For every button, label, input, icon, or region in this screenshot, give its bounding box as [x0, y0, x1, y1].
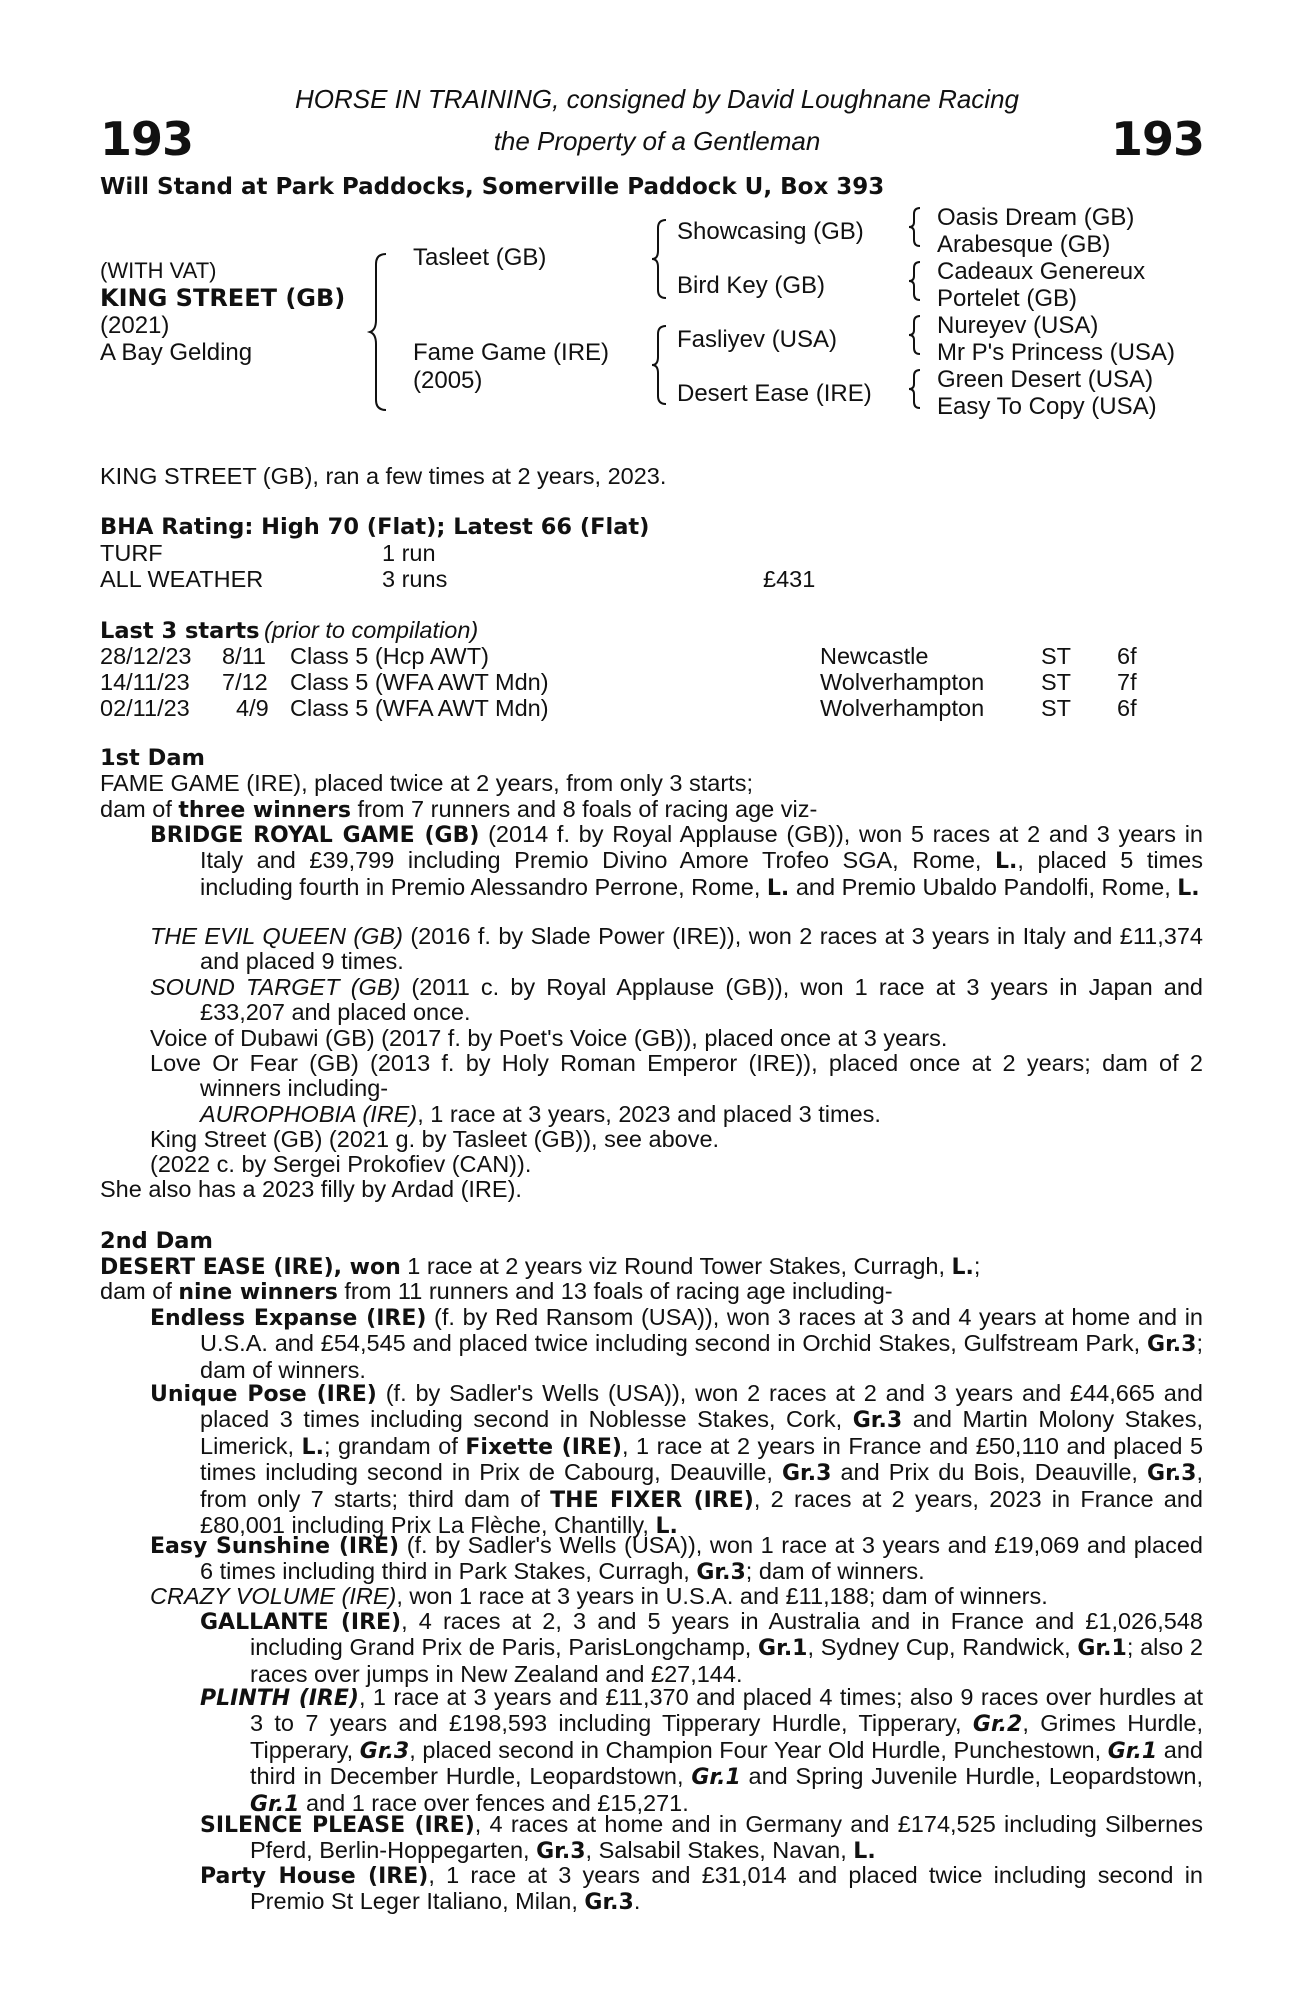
- entry-name: THE EVIL QUEEN (GB): [150, 923, 403, 949]
- entry-text: , 1 race at 3 years and £11,370 and placed 4 times; also 9 races over hurdles at 3 to 7 years and £198,593 including Tipperary Hurdle, Tipperary,: [250, 1684, 1203, 1737]
- start-race: Class 5 (WFA AWT Mdn): [290, 669, 549, 695]
- start-dist: 6f: [1117, 643, 1137, 669]
- entry-text: , 2 races at 2 years, 2023 in France and £80,001 including Prix La Flèche, Chantilly,: [200, 1485, 1203, 1539]
- gg-7: Green Desert (USA): [937, 366, 1154, 393]
- entry-text: and 1 race over fences and £15,271.: [299, 1789, 689, 1816]
- start-course: Wolverhampton: [820, 669, 985, 695]
- first-dam-closing: She also has a 2023 filly by Ardad (IRE).: [100, 1176, 522, 1202]
- entry-name: PLINTH (IRE): [200, 1686, 359, 1711]
- second-dam-grade: L.: [951, 1255, 974, 1280]
- second-dam-entry-4: [150, 1584, 1203, 1609]
- entry-name: Endless Expanse (IRE): [150, 1306, 427, 1331]
- consignor-line: HORSE IN TRAINING, consigned by David Loughnane Racing: [294, 84, 1019, 114]
- entry-grade: L.: [853, 1839, 876, 1865]
- entry-grade: Gr.3: [852, 1408, 903, 1434]
- vat-label: (WITH VAT): [100, 258, 217, 283]
- gg-4: Portelet (GB): [937, 285, 1078, 312]
- second-dam-line1-end: ;: [973, 1253, 981, 1279]
- entry-grade: Gr.2: [972, 1712, 1023, 1738]
- entry-text: ; also 2 races over jumps in New Zealand and £27,144.: [250, 1634, 1203, 1687]
- pedigree-brace-gg4: [908, 368, 924, 412]
- entry-text: , from only 7 starts; third dam of: [200, 1459, 1203, 1512]
- entry-text: ; grandam of: [323, 1432, 466, 1459]
- start-pos: 7/12: [222, 669, 268, 695]
- entry-name: AUROPHOBIA (IRE): [200, 1101, 418, 1127]
- gg-2: Arabesque (GB): [937, 231, 1111, 258]
- rating-surface: TURF: [100, 540, 163, 566]
- entry-text: , placed 5 times including fourth in Premio Alessandro Perrone, Rome,: [200, 847, 1203, 900]
- first-dam-winners: three winners: [178, 798, 351, 823]
- second-dam-entry-3: [150, 1533, 1203, 1586]
- entry-text: ; dam of winners.: [745, 1558, 925, 1585]
- pedigree-brace-gg3: [908, 314, 924, 358]
- race-summary: KING STREET (GB), ran a few times at 2 years, 2023.: [100, 463, 667, 489]
- entry-grade: Gr.3: [536, 1839, 586, 1865]
- start-date: 28/12/23: [100, 643, 192, 669]
- entry-grade: Gr.1: [1107, 1738, 1158, 1764]
- entry-name: Fixette (IRE): [465, 1434, 622, 1460]
- entry-text: and Spring Juvenile Hurdle, Leopardstown,: [740, 1763, 1204, 1790]
- second-dam-entry-8: [200, 1863, 1203, 1916]
- property-line: the Property of a Gentleman: [493, 126, 821, 156]
- entry-name: Unique Pose (IRE): [150, 1382, 377, 1407]
- entry-text: and Prix du Bois, Deauville,: [831, 1459, 1148, 1486]
- dam-sire-name: Fasliyev (USA): [677, 326, 838, 353]
- entry-grade: Gr.1: [758, 1636, 808, 1662]
- entry-text: (f. by Sadler's Wells (USA)), won 1 race at 3 years and £19,069 and placed 6 times including third in Park Stakes, Curragh,: [200, 1532, 1203, 1585]
- entry-name: THE FIXER (IRE): [550, 1487, 754, 1513]
- entry-grade: Gr.3: [1147, 1332, 1197, 1358]
- second-dam-line2-a: dam of: [100, 1278, 179, 1304]
- entry-grade: L.: [766, 875, 790, 901]
- entry-text: , Sydney Cup, Randwick,: [807, 1634, 1078, 1661]
- sire-name: Tasleet (GB): [413, 244, 547, 271]
- gg-8: Easy To Copy (USA): [937, 393, 1157, 420]
- start-pos: 8/11: [222, 643, 266, 669]
- entry-grade: L.: [301, 1434, 324, 1460]
- first-dam-entry-6: [200, 1102, 1203, 1127]
- entry-text: .: [633, 1888, 641, 1915]
- entry-grade: Gr.1: [250, 1791, 300, 1817]
- entry-grade: Gr.3: [696, 1560, 746, 1586]
- second-dam-entry-1: [150, 1305, 1203, 1383]
- rating-runs-turf: 1 run: [382, 540, 436, 566]
- entry-name: Easy Sunshine (IRE): [150, 1534, 400, 1559]
- second-dam-line2-c: from 11 runners and 13 foals of racing age including-: [337, 1278, 893, 1304]
- sire-sire-name: Showcasing (GB): [677, 218, 864, 245]
- entry-name: SILENCE PLEASE (IRE): [200, 1813, 475, 1838]
- pedigree-brace-dam: [652, 324, 672, 406]
- entry-name: GALLANTE (IRE): [200, 1610, 402, 1635]
- second-dam-winners: nine winners: [178, 1280, 338, 1305]
- lot-number-left: 193: [100, 112, 194, 166]
- entry-text: , Grimes Hurdle, Tipperary,: [250, 1710, 1203, 1763]
- rating-row-turf: [100, 540, 163, 567]
- entry-grade: Gr.3: [781, 1461, 832, 1487]
- first-dam-entry-1: [150, 822, 1203, 901]
- entry-text: (2011 c. by Royal Applause (GB)), won 1 race at 3 years in Japan and £33,207 and placed once.: [200, 974, 1203, 1026]
- second-dam-entry-2: [150, 1381, 1203, 1539]
- entry-text: and Premio Ubaldo Pandolfi, Rome,: [789, 873, 1178, 900]
- gg-5: Nureyev (USA): [937, 312, 1099, 339]
- entry-text: (f. by Red Ransom (USA)), won 3 races at 3 and 4 years at home and in U.S.A. and £54,545 and placed twice including second in Orchid Stakes, Gulfstream Park,: [200, 1304, 1203, 1357]
- entry-name: CRAZY VOLUME (IRE): [150, 1583, 397, 1609]
- first-dam-entry-4: [150, 1026, 1203, 1051]
- entry-name: SOUND TARGET (GB): [150, 974, 401, 1000]
- entry-text: and third in December Hurdle, Leopardstown,: [250, 1736, 1204, 1790]
- second-dam-line1-rest: 1 race at 2 years viz Round Tower Stakes, Curragh,: [400, 1253, 952, 1279]
- gg-1: Oasis Dream (GB): [937, 204, 1135, 231]
- start-pos: 4/9: [236, 695, 269, 721]
- entry-grade: L.: [655, 1514, 678, 1540]
- start-date: 02/11/23: [100, 695, 190, 721]
- pedigree-brace-gg1: [908, 206, 924, 250]
- entry-grade: L.: [995, 849, 1018, 875]
- start-going: ST: [1041, 695, 1072, 721]
- start-race: Class 5 (WFA AWT Mdn): [290, 695, 549, 721]
- rating-prize-aw: £431: [763, 566, 816, 592]
- first-dam-title: 1st Dam: [100, 745, 205, 771]
- start-race: Class 5 (Hcp AWT): [290, 643, 489, 669]
- entry-text: Voice of Dubawi (GB) (2017 f. by Poet's Voice (GB)), placed once at 3 years.: [150, 1025, 948, 1051]
- pedigree-brace-sire: [652, 218, 672, 300]
- second-dam-entry-7: [200, 1812, 1203, 1865]
- start-course: Newcastle: [820, 643, 929, 669]
- horse-description: A Bay Gelding: [100, 339, 253, 366]
- lot-number-right: 193: [1110, 112, 1204, 166]
- bha-rating-title: BHA Rating: High 70 (Flat); Latest 66 (Flat): [100, 514, 650, 540]
- last-starts-title: Last 3 starts: [100, 618, 260, 644]
- entry-text: ; dam of winners.: [200, 1330, 1203, 1383]
- gg-6: Mr P's Princess (USA): [937, 339, 1175, 366]
- entry-grade: Gr.1: [691, 1765, 741, 1791]
- entry-text: , 4 races at 2, 3 and 5 years in Australia and in France and £1,026,548 including Grand Prix de Paris, ParisLongchamp,: [250, 1608, 1203, 1661]
- first-dam-entry-3: [150, 975, 1203, 1026]
- last-starts-heading: [100, 618, 478, 644]
- first-dam-line2-a: dam of: [100, 796, 179, 822]
- entry-grade: Gr.3: [1147, 1461, 1197, 1487]
- dam-year: (2005): [413, 367, 483, 394]
- start-dist: 7f: [1117, 669, 1137, 695]
- start-going: ST: [1041, 669, 1072, 695]
- first-dam-line2: [100, 797, 817, 823]
- entry-text: , won 1 race at 3 years in U.S.A. and £11,188; dam of winners.: [396, 1583, 1048, 1609]
- entry-text: , 1 race at 2 years in France and £50,110 and placed 5 times including second in Prix de Cabourg, Deauville,: [200, 1432, 1204, 1486]
- entry-text: , Salsabil Stakes, Navan,: [585, 1837, 854, 1864]
- entry-text: (2022 c. by Sergei Prokofiev (CAN)).: [150, 1151, 532, 1177]
- second-dam-title: 2nd Dam: [100, 1228, 213, 1254]
- rating-row-aw: ALL WEATHER: [100, 566, 264, 592]
- entry-name: Party House (IRE): [200, 1864, 429, 1889]
- entry-text: (2016 f. by Slade Power (IRE)), won 2 races at 3 years in Italy and £11,374 and placed 9 times.: [200, 923, 1203, 975]
- first-dam-line2-c: from 7 runners and 8 foals of racing age viz-: [350, 796, 818, 822]
- entry-grade: Gr.3: [584, 1890, 634, 1916]
- second-dam-entry-6: [200, 1685, 1203, 1817]
- entry-name: BRIDGE ROYAL GAME (GB): [150, 823, 480, 848]
- entry-text: , 1 race at 3 years and £31,014 and placed twice including second in Premio St Leger Italiano, Milan,: [250, 1862, 1204, 1915]
- dam-dam-name: Desert Ease (IRE): [677, 380, 872, 407]
- first-dam-entry-2: [150, 924, 1203, 975]
- start-dist: 6f: [1117, 695, 1137, 721]
- entry-text: (2014 f. by Royal Applause (GB)), won 5 races at 2 and 3 years in Italy and £39,799 including Premio Divino Amore Trofeo SGA, Rome,: [200, 821, 1203, 874]
- entry-text: , placed second in Champion Four Year Old Hurdle, Punchestown,: [409, 1736, 1108, 1763]
- second-dam-line1: [100, 1254, 980, 1280]
- pedigree-brace-gg2: [908, 260, 924, 304]
- entry-text: Love Or Fear (GB) (2013 f. by Holy Roman Emperor (IRE)), placed once at 2 years; dam of 2 winners including-: [150, 1050, 1203, 1102]
- start-date: 14/11/23: [100, 669, 190, 695]
- entry-text: (f. by Sadler's Wells (USA)), won 2 races at 2 and 3 years and £44,665 and placed 3 times including second in Noblesse Stakes, Cork,: [200, 1380, 1204, 1433]
- entry-text: , 4 races at home and in Germany and £174,525 including Silbernes Pferd, Berlin-Hoppegarten,: [250, 1811, 1203, 1864]
- first-dam-entry-8: [150, 1152, 1203, 1177]
- first-dam-line1: FAME GAME (IRE), placed twice at 2 years, from only 3 starts;: [100, 770, 753, 796]
- dam-name: Fame Game (IRE): [413, 339, 610, 366]
- pedigree-brace-main: [372, 252, 392, 412]
- sire-dam-name: Bird Key (GB): [677, 272, 826, 299]
- last-starts-note: (prior to compilation): [264, 617, 479, 643]
- second-dam-name: DESERT EASE (IRE), won: [100, 1255, 401, 1280]
- entry-text: and Martin Molony Stakes, Limerick,: [200, 1406, 1203, 1459]
- stand-location: Will Stand at Park Paddocks, Somerville Paddock U, Box 393: [100, 174, 885, 200]
- second-dam-line2: [100, 1279, 893, 1305]
- horse-name: KING STREET (GB): [100, 284, 346, 312]
- entry-text: , 1 race at 3 years, 2023 and placed 3 times.: [417, 1101, 881, 1127]
- first-dam-entry-5: [150, 1051, 1203, 1102]
- entry-grade: Gr.3: [359, 1738, 410, 1764]
- second-dam-entry-5: [200, 1609, 1203, 1687]
- start-going: ST: [1041, 643, 1072, 669]
- rating-runs-aw: 3 runs: [382, 566, 448, 592]
- entry-grade: Gr.1: [1077, 1636, 1127, 1662]
- gg-3: Cadeaux Genereux: [937, 258, 1146, 285]
- start-course: Wolverhampton: [820, 695, 985, 721]
- entry-grade: L.: [1177, 875, 1200, 901]
- horse-year: (2021): [100, 312, 170, 339]
- entry-text: King Street (GB) (2021 g. by Tasleet (GB)), see above.: [150, 1126, 720, 1152]
- first-dam-entry-7: [150, 1127, 1203, 1152]
